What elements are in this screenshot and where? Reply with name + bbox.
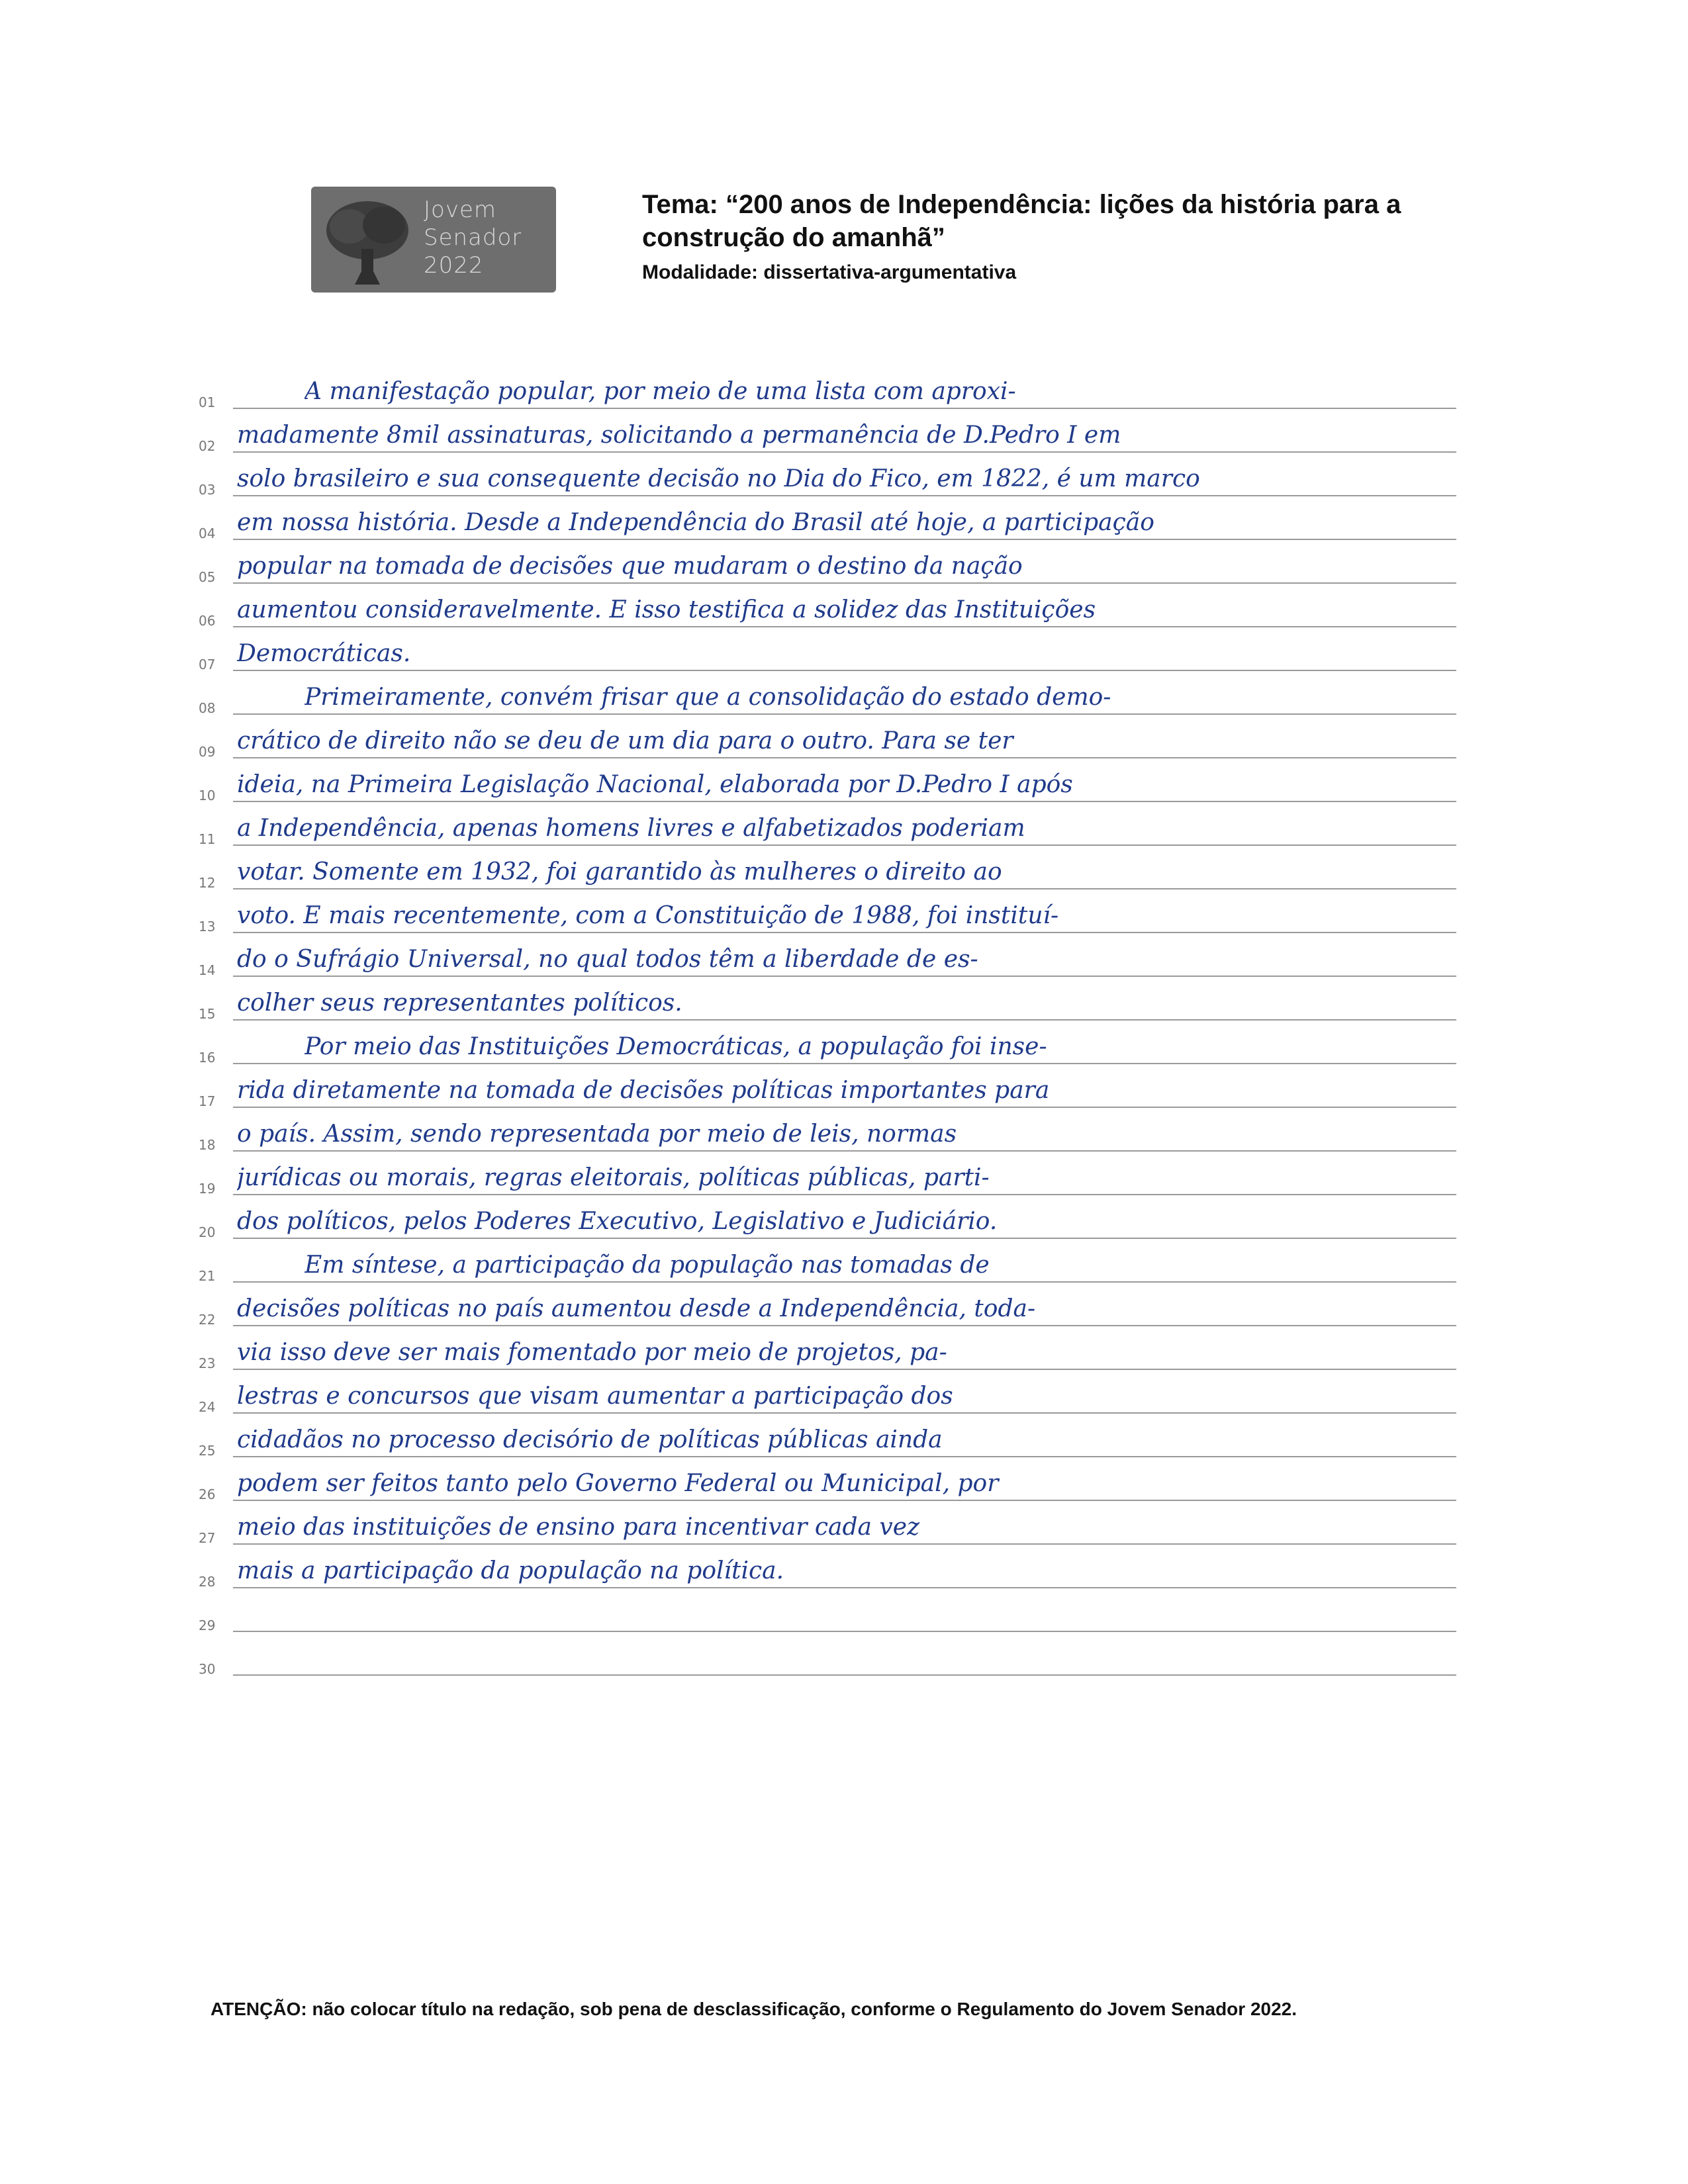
handwritten-text: cidadãos no processo decisório de políticas públicas ainda (237, 1426, 943, 1453)
footer-warning: ATENÇÃO: não colocar título na redação, sob pena de desclassificação, conforme o Regulamento do Jovem Senador 2022. (211, 1999, 1297, 2019)
header (642, 188, 1436, 286)
essay-line (199, 895, 1456, 938)
handwritten-text: lestras e concursos que visam aumentar a participação dos (237, 1383, 953, 1410)
line-rule (233, 1150, 1456, 1152)
line-number: 25 (199, 1443, 216, 1459)
line-number: 24 (199, 1399, 216, 1415)
line-number: 30 (199, 1661, 216, 1677)
line-rule (233, 1369, 1456, 1370)
line-rule (233, 451, 1456, 453)
handwritten-text: Em síntese, a participação da população nas tomadas de (305, 1251, 990, 1279)
essay-line (199, 371, 1456, 414)
handwritten-text: a Independência, apenas homens livres e alfabetizados poderiam (237, 815, 1025, 842)
essay-line (199, 720, 1456, 764)
line-rule (233, 1500, 1456, 1501)
logo-line-1: Jovem (424, 197, 496, 223)
line-number: 19 (199, 1181, 216, 1197)
line-rule (233, 1019, 1456, 1021)
line-rule (233, 582, 1456, 584)
handwritten-text: do o Sufrágio Universal, no qual todos têm a liberdade de es- (237, 946, 978, 973)
handwritten-text: votar. Somente em 1932, foi garantido às mulheres o direito ao (237, 858, 1002, 886)
line-rule (233, 976, 1456, 977)
line-number: 09 (199, 744, 216, 760)
logo-text (424, 196, 549, 279)
essay-line (199, 1637, 1456, 1681)
essay-line (199, 676, 1456, 720)
line-number: 06 (199, 613, 216, 629)
essay-line (199, 589, 1456, 633)
handwritten-text: aumentou consideravelmente. E isso testifica a solidez das Instituições (237, 596, 1096, 623)
line-rule (233, 539, 1456, 540)
line-rule (233, 1587, 1456, 1588)
handwritten-text: A manifestação popular, por meio de uma lista com aproxi- (305, 378, 1016, 405)
handwritten-text: solo brasileiro e sua consequente decisão no Dia do Fico, em 1822, é um marco (237, 465, 1200, 492)
handwritten-text: meio das instituições de ensino para incentivar cada vez (237, 1514, 920, 1541)
line-number: 02 (199, 438, 216, 454)
essay-theme: Tema: “200 anos de Independência: lições da história para a construção do amanhã” (642, 190, 1401, 252)
line-rule (233, 844, 1456, 846)
handwritten-text: mais a participação da população na política. (237, 1557, 784, 1584)
line-rule (233, 1543, 1456, 1545)
handwritten-text: via isso deve ser mais fomentado por meio de projetos, pa- (237, 1339, 947, 1366)
line-rule (233, 1456, 1456, 1457)
handwritten-text: decisões políticas no país aumentou desde a Independência, toda- (237, 1295, 1036, 1322)
essay-line (199, 764, 1456, 807)
line-rule (233, 757, 1456, 758)
handwritten-text: madamente 8mil assinaturas, solicitando a permanência de D.Pedro I em (237, 422, 1121, 449)
essay-line (199, 1157, 1456, 1201)
line-number: 04 (199, 525, 216, 541)
essay-line (199, 1594, 1456, 1637)
line-number: 23 (199, 1355, 216, 1371)
line-rule (233, 1194, 1456, 1195)
line-rule (233, 1107, 1456, 1108)
line-rule (233, 1674, 1456, 1676)
line-number: 27 (199, 1530, 216, 1546)
essay-line (199, 1550, 1456, 1594)
essay-line (199, 1375, 1456, 1419)
line-number: 26 (199, 1486, 216, 1502)
essay-line (199, 1201, 1456, 1244)
essay-line (199, 938, 1456, 982)
handwritten-text: Primeiramente, convém frisar que a consolidação do estado demo- (305, 684, 1111, 711)
line-number: 17 (199, 1093, 216, 1109)
essay-modality: Modalidade: dissertativa-argumentativa (642, 261, 1017, 283)
essay-line (199, 414, 1456, 458)
logo-line-2: Senador (424, 224, 522, 251)
essay-line (199, 1463, 1456, 1506)
handwritten-text: Democráticas. (237, 640, 411, 667)
handwritten-text: podem ser feitos tanto pelo Governo Federal ou Municipal, por (237, 1470, 999, 1497)
essay-line (199, 807, 1456, 851)
line-number: 21 (199, 1268, 216, 1284)
line-number: 28 (199, 1574, 216, 1590)
line-rule (233, 1238, 1456, 1239)
tree-icon (318, 192, 417, 291)
handwritten-text: rida diretamente na tomada de decisões políticas importantes para (237, 1077, 1050, 1104)
line-number: 11 (199, 831, 216, 847)
line-number: 12 (199, 875, 216, 891)
line-rule (233, 932, 1456, 933)
line-number: 05 (199, 569, 216, 585)
line-number: 08 (199, 700, 216, 716)
line-rule (233, 670, 1456, 671)
essay-line (199, 633, 1456, 676)
line-number: 10 (199, 788, 216, 803)
essay-line (199, 1506, 1456, 1550)
essay-line (199, 458, 1456, 502)
line-rule (233, 888, 1456, 889)
logo-line-3: 2022 (424, 252, 484, 279)
line-rule (233, 1281, 1456, 1283)
line-rule (233, 495, 1456, 496)
handwritten-text: crático de direito não se deu de um dia para o outro. Para se ter (237, 727, 1013, 754)
line-number: 16 (199, 1050, 216, 1066)
essay-line (199, 982, 1456, 1026)
essay-line (199, 1419, 1456, 1463)
essay-line (199, 1288, 1456, 1332)
handwritten-text: voto. E mais recentemente, com a Constituição de 1988, foi instituí- (237, 902, 1059, 929)
line-rule (233, 626, 1456, 627)
line-rule (233, 1412, 1456, 1414)
line-number: 13 (199, 919, 216, 934)
essay-line (199, 1332, 1456, 1375)
handwritten-text: Por meio das Instituições Democráticas, a população foi inse- (305, 1033, 1047, 1060)
line-number: 01 (199, 394, 216, 410)
line-rule (233, 1325, 1456, 1326)
line-rule (233, 408, 1456, 409)
handwritten-text: em nossa história. Desde a Independência do Brasil até hoje, a participação (237, 509, 1154, 536)
essay-line (199, 545, 1456, 589)
handwritten-text: dos políticos, pelos Poderes Executivo, Legislativo e Judiciário. (237, 1208, 998, 1235)
essay-line (199, 502, 1456, 545)
essay-line (199, 1244, 1456, 1288)
line-number: 14 (199, 962, 216, 978)
line-rule (233, 801, 1456, 802)
essay-line (199, 1069, 1456, 1113)
writing-lines (199, 371, 1456, 1681)
line-number: 07 (199, 657, 216, 672)
essay-line (199, 1026, 1456, 1069)
line-rule (233, 1063, 1456, 1064)
handwritten-text: colher seus representantes políticos. (237, 989, 682, 1017)
line-number: 22 (199, 1312, 216, 1328)
line-number: 15 (199, 1006, 216, 1022)
line-number: 29 (199, 1617, 216, 1633)
handwritten-text: o país. Assim, sendo representada por meio de leis, normas (237, 1120, 957, 1148)
line-rule (233, 713, 1456, 715)
handwritten-text: ideia, na Primeira Legislação Nacional, elaborada por D.Pedro I após (237, 771, 1073, 798)
line-number: 20 (199, 1224, 216, 1240)
line-number: 03 (199, 482, 216, 498)
line-rule (233, 1631, 1456, 1632)
handwritten-text: popular na tomada de decisões que mudaram o destino da nação (237, 553, 1023, 580)
jovem-senador-logo (311, 187, 556, 293)
essay-line (199, 851, 1456, 895)
essay-line (199, 1113, 1456, 1157)
handwritten-text: jurídicas ou morais, regras eleitorais, políticas públicas, parti- (237, 1164, 990, 1191)
line-number: 18 (199, 1137, 216, 1153)
